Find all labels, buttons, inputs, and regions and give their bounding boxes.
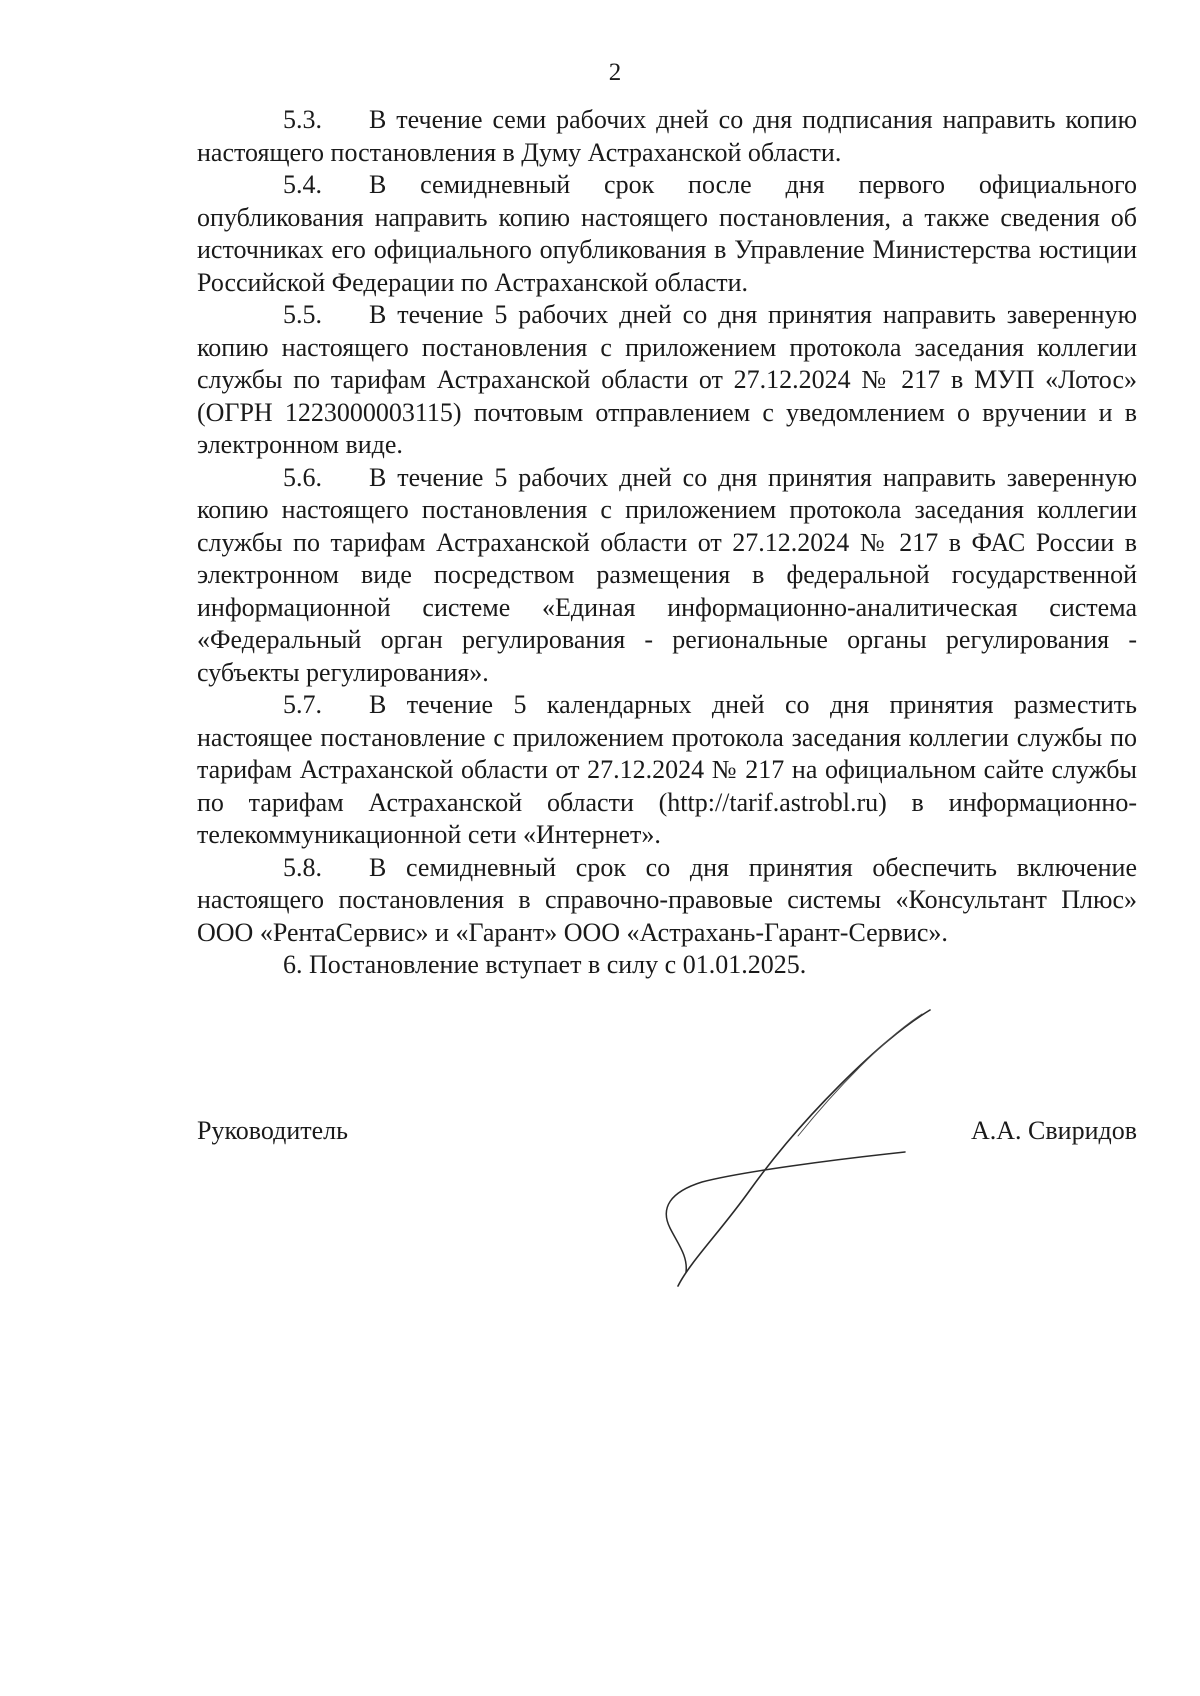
paragraph-5-4 — [197, 169, 1137, 299]
paragraph-5-8 — [197, 852, 1137, 950]
final-clause: 6. Постановление вступает в силу с 01.01.2025. — [283, 950, 807, 979]
paragraph-text: В течение 5 рабочих дней со дня принятия направить заверенную копию настоящего постановления с приложением протокола заседания коллегии службы по тарифам Астраханской области от 27.12.2024 № 217 в ФАС России в электронном виде посредством размещения в федеральной государственной информационной системе «Единая информационно-аналитическая система «Федеральный орган регулирования - региональные органы регулирования - субъекты регулирования». — [197, 462, 1137, 687]
paragraph-number: 5.7. — [283, 690, 322, 719]
paragraph-text: В течение 5 рабочих дней со дня принятия направить заверенную копию настоящего постановления с приложением протокола заседания коллегии службы по тарифам Астраханской области от 27.12.2024 № 217 в МУП «Лотос» (ОГРН 1223000003115) почтовым отправлением с уведомлением о вручении и в электронном виде. — [197, 300, 1137, 459]
paragraph-number: 5.3. — [283, 105, 322, 134]
paragraph-text: В течение 5 календарных дней со дня принятия разместить настоящее постановление с приложением протокола заседания коллегии службы по тарифам Астраханской области от 27.12.2024 № 217 на официальном сайте службы по тарифам Астраханской области (http://tarif.astrobl.ru) в информационно-телекоммуникационной сети «Интернет». — [197, 690, 1137, 849]
paragraph-5-6 — [197, 462, 1137, 690]
paragraph-5-3 — [197, 104, 1137, 169]
signatory-name: А.А. Свиридов — [970, 1116, 1137, 1145]
paragraph-text: В семидневный срок со дня принятия обеспечить включение настоящего постановления в справочно-правовые системы «Консультант Плюс» ООО «РентаСервис» и «Гарант» ООО «Астрахань-Гарант-Сервис». — [197, 852, 1137, 947]
document-body — [197, 104, 1137, 982]
paragraph-text: В течение семи рабочих дней со дня подписания направить копию настоящего постановления в Думу Астраханской области. — [197, 105, 1137, 167]
paragraph-number: 5.4. — [283, 170, 322, 199]
signatory-title: Руководитель — [197, 1116, 348, 1145]
paragraph-number: 5.5. — [283, 300, 322, 329]
page-number: 2 — [608, 59, 622, 86]
handwritten-signature — [630, 1000, 950, 1290]
paragraph-text: В семидневный срок после дня первого официального опубликования направить копию настоящего постановления, а также сведения об источниках его официального опубликования в Управление Министерства юстиции Российской Федерации по Астраханской области. — [197, 170, 1137, 297]
paragraph-number: 5.8. — [283, 852, 322, 882]
paragraph-5-7 — [197, 689, 1137, 852]
paragraph-number: 5.6. — [283, 462, 322, 492]
paragraph-5-5 — [197, 299, 1137, 462]
